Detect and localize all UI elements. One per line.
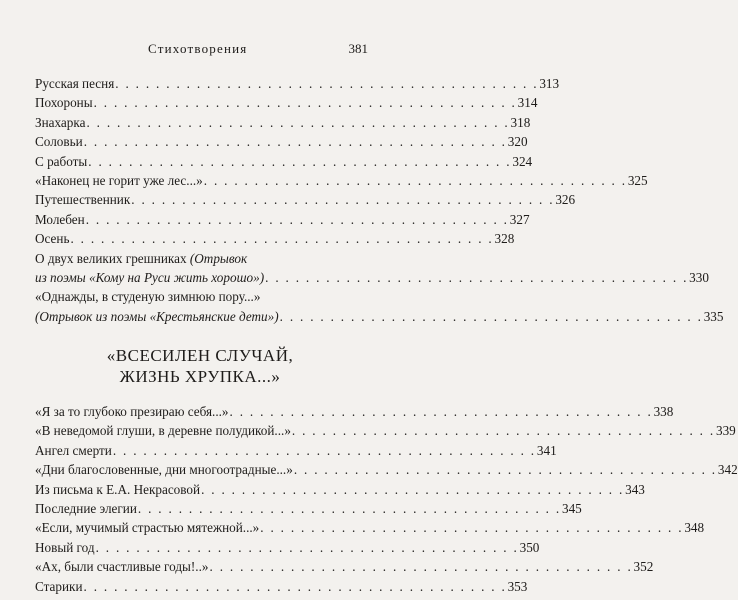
toc-entry-page: 341 [536, 442, 557, 458]
toc-entry-page: 343 [625, 481, 645, 497]
running-header [0, 41, 400, 61]
page-number: 381 [348, 41, 368, 56]
toc-entry-title: Новый год [35, 539, 95, 555]
toc-entry-title: «Если, мучимый страстью мятежной...» [35, 520, 260, 536]
toc-entry-page: 342 [717, 462, 738, 478]
toc-entry-page: 314 [517, 95, 538, 111]
toc-entry-title: О двух великих грешниках [35, 250, 190, 266]
toc-entry [35, 557, 654, 576]
toc-entry [35, 210, 530, 229]
toc-entry-title: Ангел смерти [35, 442, 112, 458]
toc-entry-title: Знахарка [35, 114, 86, 130]
toc-entry [35, 577, 528, 596]
toc-entry-note: из поэмы «Кому на Руси жить хорошо») [35, 270, 265, 286]
toc-entry-page: 313 [539, 76, 560, 91]
toc-entry-page: 325 [627, 173, 648, 189]
toc-section-2 [35, 402, 738, 596]
toc-entry-page: 338 [653, 404, 674, 419]
toc-entry-title: Русская песня [35, 76, 115, 91]
leader-dots: . . . . . . . . . . . . . . . . . . . . . . . . . . . . . . . . . . . . . . . . . . [86, 114, 510, 130]
running-header-title: Стихотворения [148, 41, 248, 56]
toc-entry-page: 318 [510, 114, 531, 130]
toc-entry [35, 460, 738, 479]
leader-dots: . . . . . . . . . . . . . . . . . . . . . . . . . . . . . . . . . . . . . . . . . . [203, 173, 627, 189]
toc-entry [35, 518, 705, 537]
leader-dots: . . . . . . . . . . . . . . . . . . . . . . . . . . . . . . . . . . . . . . . . . . [260, 520, 684, 536]
leader-dots: . . . . . . . . . . . . . . . . . . . . . . . . . . . . . . . . . . . . . . . . . . [137, 501, 561, 517]
toc-entry-page: 348 [684, 520, 705, 536]
toc-entry-title: «Я за то глубоко презираю себя...» [35, 404, 229, 419]
toc-entry-page: 328 [494, 231, 515, 247]
toc-entry-title: «Наконец не горит уже лес...» [35, 173, 203, 189]
toc-entry-title: Путешественник [35, 192, 131, 208]
toc-entry [35, 152, 533, 171]
toc-entry-page: 335 [703, 308, 724, 324]
toc-entry [35, 132, 528, 151]
toc-entry-page: 326 [555, 192, 576, 208]
toc-entry [35, 190, 576, 209]
toc-entry [35, 421, 736, 440]
toc-entry [35, 287, 724, 326]
toc-entry-page: 353 [507, 578, 528, 594]
toc-entry-title: «Однажды, в студеную зимнюю пору...» [35, 289, 261, 305]
leader-dots: . . . . . . . . . . . . . . . . . . . . . . . . . . . . . . . . . . . . . . . . . . [112, 442, 536, 458]
toc-entry-page: 327 [509, 211, 530, 227]
toc-entry-title: «В неведомой глуши, в деревне полудикой...» [35, 423, 291, 439]
leader-dots: . . . . . . . . . . . . . . . . . . . . . . . . . . . . . . . . . . . . . . . . . . [93, 95, 517, 111]
toc-entry [35, 249, 709, 288]
leader-dots: . . . . . . . . . . . . . . . . . . . . . . . . . . . . . . . . . . . . . . . . . . [70, 231, 494, 247]
leader-dots: . . . . . . . . . . . . . . . . . . . . . . . . . . . . . . . . . . . . . . . . . . [265, 270, 689, 286]
leader-dots: . . . . . . . . . . . . . . . . . . . . . . . . . . . . . . . . . . . . . . . . . . [115, 76, 539, 91]
leader-dots: . . . . . . . . . . . . . . . . . . . . . . . . . . . . . . . . . . . . . . . . . . [291, 423, 715, 439]
toc-entry-title: Из письма к Е.А. Некрасовой [35, 481, 201, 497]
leader-dots: . . . . . . . . . . . . . . . . . . . . . . . . . . . . . . . . . . . . . . . . . . [88, 153, 512, 169]
toc-entry [35, 538, 540, 557]
toc-section-1 [35, 74, 724, 326]
leader-dots: . . . . . . . . . . . . . . . . . . . . . . . . . . . . . . . . . . . . . . . . . . [83, 578, 507, 594]
leader-dots: . . . . . . . . . . . . . . . . . . . . . . . . . . . . . . . . . . . . . . . . . . [83, 134, 507, 150]
leader-dots: . . . . . . . . . . . . . . . . . . . . . . . . . . . . . . . . . . . . . . . . . . [293, 462, 717, 478]
toc-entry-title: Соловьи [35, 134, 83, 150]
leader-dots: . . . . . . . . . . . . . . . . . . . . . . . . . . . . . . . . . . . . . . . . . . [85, 211, 509, 227]
toc-entry-page: 345 [561, 501, 582, 517]
leader-dots: . . . . . . . . . . . . . . . . . . . . . . . . . . . . . . . . . . . . . . . . . . [209, 559, 633, 575]
toc-entry-title: «Дни благословенные, дни многоотрадные...» [35, 462, 293, 478]
toc-entry [35, 499, 582, 518]
section-heading [0, 345, 400, 387]
toc-entry-title: Похороны [35, 95, 93, 111]
toc-entry [35, 402, 674, 421]
toc-entry-page: 350 [519, 539, 540, 555]
leader-dots: . . . . . . . . . . . . . . . . . . . . . . . . . . . . . . . . . . . . . . . . . . [95, 539, 519, 555]
toc-entry-page: 320 [507, 134, 528, 150]
toc-entry [35, 441, 557, 460]
toc-entry-note: (Отрывок [189, 250, 248, 266]
toc-entry-title: Старики [35, 578, 83, 594]
toc-entry-title: С работы [35, 153, 88, 169]
section-heading-line: «ВСЕСИЛЕН СЛУЧАЙ, [106, 346, 294, 365]
toc-entry [35, 93, 538, 112]
toc-entry-title: Молебен [35, 211, 85, 227]
toc-entry-note: (Отрывок из поэмы «Крестьянские дети») [35, 308, 279, 324]
toc-entry-title: «Ах, были счастливые годы!..» [35, 559, 209, 575]
toc-entry-title: Последние элегии [35, 501, 137, 517]
toc-entry-page: 330 [689, 270, 709, 286]
toc-entry [35, 171, 648, 190]
toc-entry-title: Осень [35, 231, 70, 247]
leader-dots: . . . . . . . . . . . . . . . . . . . . . . . . . . . . . . . . . . . . . . . . . . [201, 481, 625, 497]
toc-entry [35, 113, 531, 132]
section-heading-line: ЖИЗНЬ ХРУПКА...» [119, 367, 281, 386]
toc-entry [35, 480, 645, 499]
toc-entry [35, 74, 560, 93]
leader-dots: . . . . . . . . . . . . . . . . . . . . . . . . . . . . . . . . . . . . . . . . . . [279, 308, 703, 324]
toc-entry [35, 229, 515, 248]
leader-dots: . . . . . . . . . . . . . . . . . . . . . . . . . . . . . . . . . . . . . . . . . . [131, 192, 555, 208]
toc-entry-page: 324 [512, 153, 533, 169]
leader-dots: . . . . . . . . . . . . . . . . . . . . . . . . . . . . . . . . . . . . . . . . . . [229, 404, 653, 419]
toc-entry-page: 352 [633, 559, 654, 575]
toc-entry-page: 339 [715, 423, 736, 439]
